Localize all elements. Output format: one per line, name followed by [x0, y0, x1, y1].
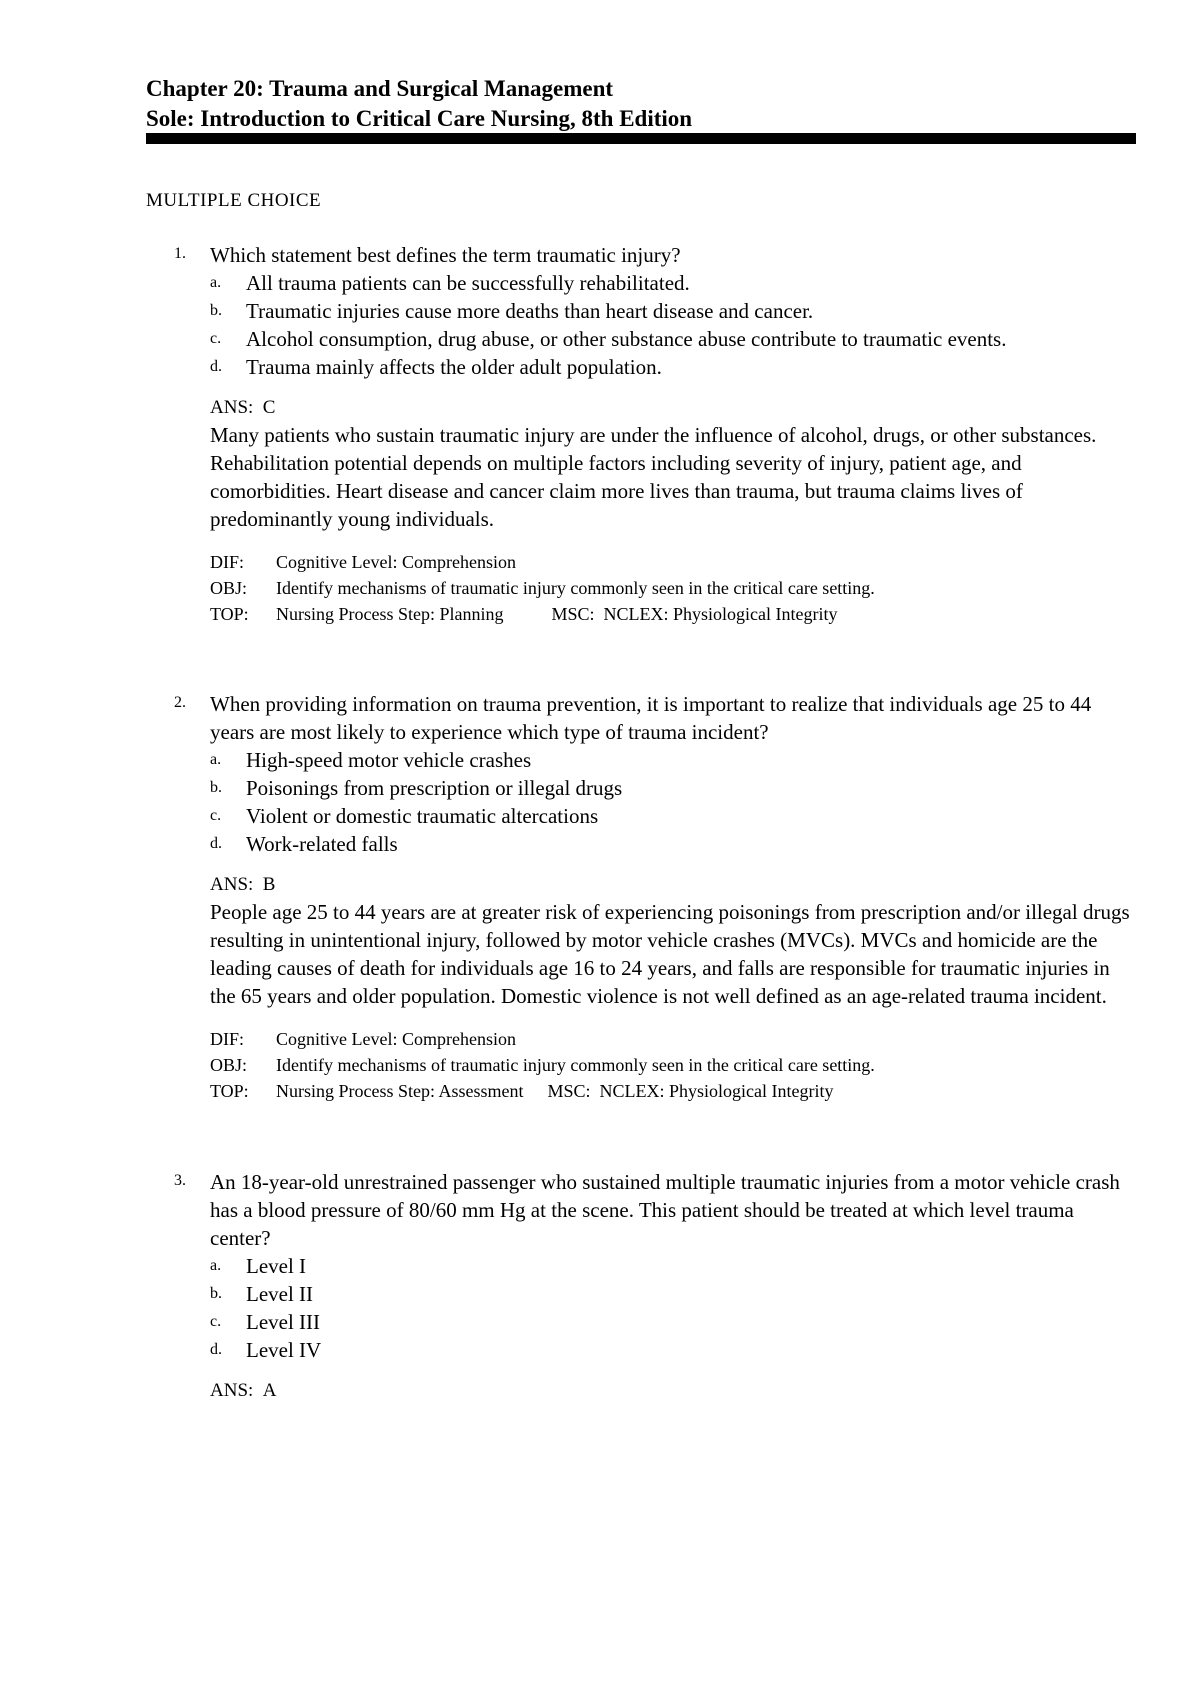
- answer-label: ANS:: [210, 874, 254, 895]
- option-text: Poisonings from prescription or illegal drugs: [246, 776, 623, 800]
- option-text: All trauma patients can be successfully rehabilitated.: [246, 271, 690, 295]
- answer-label: ANS:: [210, 1380, 254, 1401]
- option-d: [210, 1336, 1134, 1364]
- answer-line: [210, 872, 1134, 898]
- option-letter: b.: [210, 779, 222, 796]
- section-heading: MULTIPLE CHOICE: [146, 190, 322, 211]
- question-stem: An 18-year-old unrestrained passenger who sustained multiple traumatic injuries from a motor vehicle crash has a blood pressure of 80/60 mm Hg at the scene. This patient should be treated at which level trauma center?: [210, 1170, 1120, 1250]
- option-letter: d.: [210, 835, 222, 852]
- option-letter: c.: [210, 1313, 222, 1330]
- option-text: Level II: [246, 1282, 314, 1306]
- option-text: Trauma mainly affects the older adult population.: [246, 355, 662, 379]
- answer-value: A: [262, 1380, 277, 1401]
- top-label: TOP:: [210, 1081, 249, 1101]
- option-letter: c.: [210, 330, 222, 347]
- option-text: Level III: [246, 1310, 321, 1334]
- msc-label: MSC:: [551, 604, 595, 624]
- answer-label: ANS:: [210, 397, 254, 418]
- obj-label: OBJ:: [210, 578, 248, 598]
- option-letter: b.: [210, 1285, 222, 1302]
- question-number: 3.: [174, 1172, 186, 1189]
- document-header: [146, 74, 1136, 134]
- answer-line: [210, 1378, 1134, 1404]
- rationale: Many patients who sustain traumatic injury are under the influence of alcohol, drugs, or other substances. Rehabilitation potential depends on multiple factors including severity of injury, patient age, and comorbidities. Heart disease and cancer claim more lives than trauma, but trauma claims lives of predominantly young individuals.: [210, 423, 1097, 531]
- obj-value: Identify mechanisms of traumatic injury commonly seen in the critical care setting.: [276, 1055, 875, 1075]
- answer-line: [210, 395, 1134, 421]
- question-stem: When providing information on trauma prevention, it is important to realize that individuals age 25 to 44 years are most likely to experience which type of trauma incident?: [210, 692, 1092, 744]
- option-c: [210, 325, 1134, 353]
- top-value: Nursing Process Step: Planning: [276, 604, 504, 624]
- option-b: [210, 774, 1134, 802]
- question-number: 2.: [174, 694, 186, 711]
- option-letter: a.: [210, 751, 222, 768]
- dif-value: Cognitive Level: Comprehension: [276, 1029, 516, 1049]
- option-letter: a.: [210, 1257, 222, 1274]
- question-3: [174, 1168, 1134, 1404]
- option-a: [210, 269, 1134, 297]
- answer-value: C: [262, 397, 276, 418]
- question-2: [174, 690, 1134, 1104]
- msc-value: NCLEX: Physiological Integrity: [599, 1081, 834, 1101]
- top-label: TOP:: [210, 604, 249, 624]
- option-text: Violent or domestic traumatic altercations: [246, 804, 599, 828]
- option-d: [210, 830, 1134, 858]
- rationale: People age 25 to 44 years are at greater risk of experiencing poisonings from prescription and/or illegal drugs resulting in unintentional injury, followed by motor vehicle crashes (MVCs). MVCs and homicide are the leading causes of death for individuals age 16 to 24 years, and falls are responsible for traumatic injuries in the 65 years and older population. Domestic violence is not well defined as an age-related trauma incident.: [210, 900, 1130, 1008]
- option-c: [210, 1308, 1134, 1336]
- dif-label: DIF:: [210, 552, 245, 572]
- option-text: Alcohol consumption, drug abuse, or other substance abuse contribute to traumatic events.: [246, 327, 1007, 351]
- question-number: 1.: [174, 245, 186, 262]
- answer-value: B: [262, 874, 276, 895]
- option-b: [210, 1280, 1134, 1308]
- option-d: [210, 353, 1134, 381]
- option-a: [210, 746, 1134, 774]
- option-letter: d.: [210, 1341, 222, 1358]
- option-text: High-speed motor vehicle crashes: [246, 748, 532, 772]
- msc-value: NCLEX: Physiological Integrity: [603, 604, 838, 624]
- question-metadata: [210, 1026, 1134, 1104]
- question-metadata: [210, 549, 1134, 627]
- header-rule: [146, 133, 1136, 144]
- option-text: Level I: [246, 1254, 307, 1278]
- obj-label: OBJ:: [210, 1055, 248, 1075]
- dif-value: Cognitive Level: Comprehension: [276, 552, 516, 572]
- option-letter: a.: [210, 274, 222, 291]
- option-b: [210, 297, 1134, 325]
- option-text: Traumatic injuries cause more deaths than heart disease and cancer.: [246, 299, 814, 323]
- option-a: [210, 1252, 1134, 1280]
- book-title: Sole: Introduction to Critical Care Nursing, 8th Edition: [146, 106, 693, 131]
- msc-label: MSC:: [547, 1081, 591, 1101]
- chapter-title: Chapter 20: Trauma and Surgical Management: [146, 76, 614, 101]
- option-text: Work-related falls: [246, 832, 398, 856]
- option-letter: d.: [210, 358, 222, 375]
- option-c: [210, 802, 1134, 830]
- option-letter: b.: [210, 302, 222, 319]
- top-value: Nursing Process Step: Assessment: [276, 1081, 524, 1101]
- obj-value: Identify mechanisms of traumatic injury commonly seen in the critical care setting.: [276, 578, 875, 598]
- option-text: Level IV: [246, 1338, 322, 1362]
- dif-label: DIF:: [210, 1029, 245, 1049]
- question-stem: Which statement best defines the term traumatic injury?: [210, 243, 681, 267]
- option-letter: c.: [210, 807, 222, 824]
- question-1: [174, 241, 1134, 627]
